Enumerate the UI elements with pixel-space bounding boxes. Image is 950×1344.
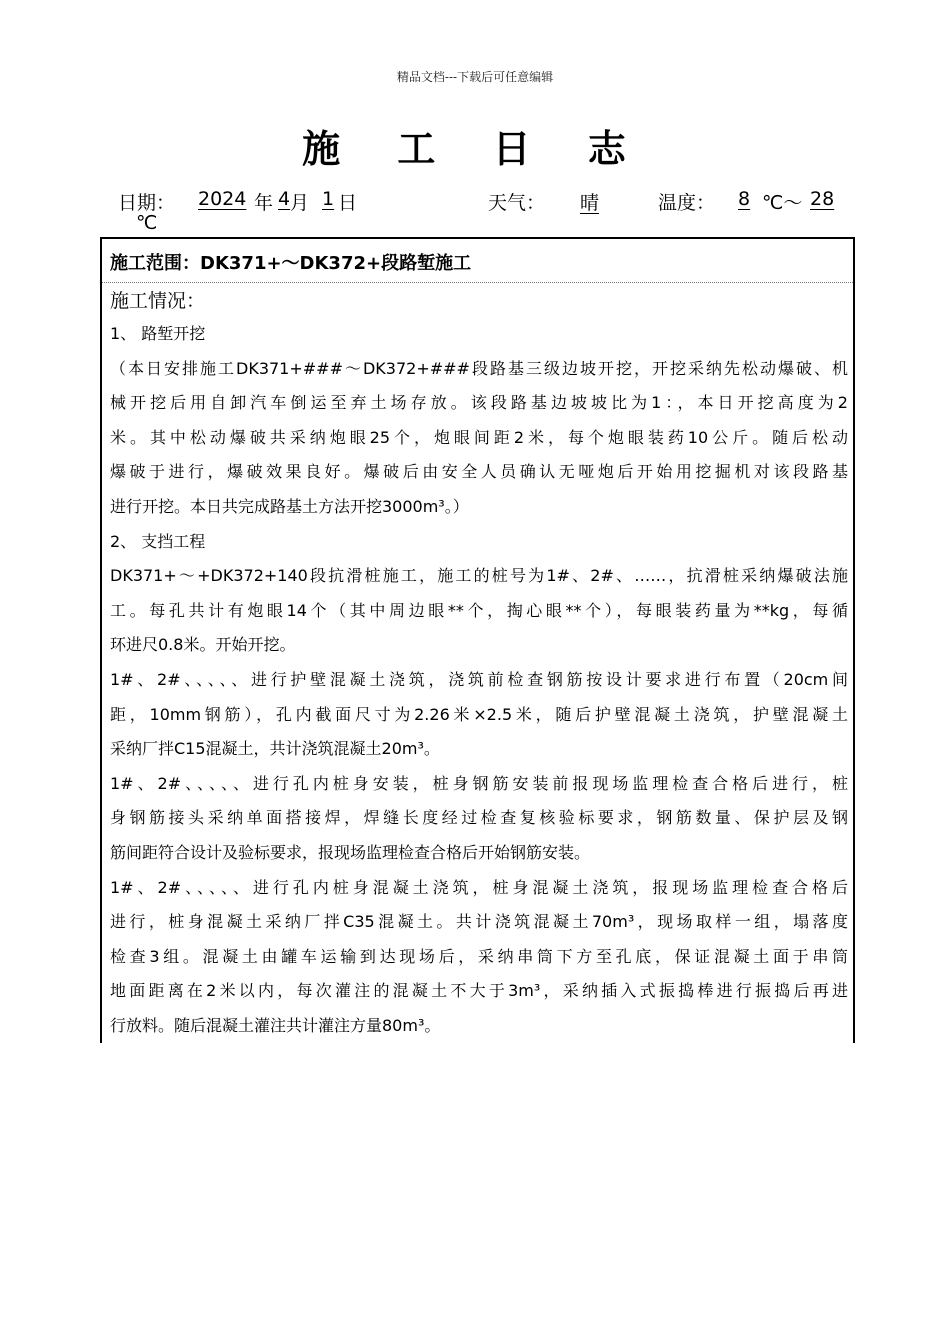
temp-label: 温度： xyxy=(658,192,716,214)
date-day-suffix: 日 xyxy=(338,192,358,214)
weather-label: 天气： xyxy=(488,192,546,214)
log-line: 爆破于进行，爆破效果良好。爆破后由安全人员确认无哑炮后开始用挖掘机对该段路基 xyxy=(110,462,848,482)
log-line: 米。其中松动爆破共采纳炮眼25个，炮眼间距2米，每个炮眼装药10公斤。随后松动 xyxy=(110,427,848,447)
log-meta xyxy=(118,188,848,238)
log-line: 进行，桩身混凝土采纳厂拌C35混凝土。共计浇筑混凝土70m³，现场取样一组，塌落度 xyxy=(110,912,848,932)
date-label: 日期： xyxy=(118,192,176,214)
date-day: 1 xyxy=(322,188,335,210)
log-line: 1#、2#、、、、、进行护壁混凝土浇筑，浇筑前检查钢筋按设计要求进行布置（20cm间 xyxy=(110,669,848,689)
log-line: 1#、2#、、、、、进行孔内桩身混凝土浇筑，桩身混凝土浇筑，报现场监理检查合格后 xyxy=(110,877,848,897)
log-line: 工。每孔共计有炮眼14个（其中周边眼**个，掏心眼**个），每眼装药量为**kg，每循 xyxy=(110,600,848,620)
row-divider xyxy=(102,282,853,283)
temp-separator: ℃～ xyxy=(762,192,803,214)
log-line: 检查3组。混凝土由罐车运输到达现场后，采纳串筒下方至孔底，保证混凝土面于串筒 xyxy=(110,946,848,966)
date-month: 4 xyxy=(278,188,291,210)
header-note: 精品文档---下载后可任意编辑 xyxy=(396,70,554,84)
log-line: 械开挖后用自卸汽车倒运至弃土场存放。该段路基边坡坡比为1：，本日开挖高度为2 xyxy=(110,393,848,413)
log-line: 身钢筋接头采纳单面搭接焊，焊缝长度经过检查复核验标要求，钢筋数量、保护层及钢 xyxy=(110,808,848,828)
temp-high: 28 xyxy=(810,188,835,210)
log-line: 筋间距符合设计及验标要求，报现场监理检查合格后开始钢筋安装。 xyxy=(110,842,591,862)
date-year: 2024 xyxy=(198,188,247,210)
log-table xyxy=(100,237,855,1043)
temp-unit: ℃ xyxy=(136,212,158,234)
construction-scope: 施工范围：DK371+～DK372+段路堑施工 xyxy=(110,253,472,274)
log-line: （本日安排施工DK371+###～DK372+###段路基三级边坡开挖，开挖采纳先松动爆破、机 xyxy=(110,358,848,378)
page-title: 施 工 日 志 xyxy=(302,126,648,171)
temp-low: 8 xyxy=(738,188,751,210)
log-line: 采纳厂拌C15混凝土，共计浇筑混凝土20m³。 xyxy=(110,739,440,759)
situation-body xyxy=(110,317,848,1043)
log-line: 2、 支挡工程 xyxy=(110,531,206,551)
log-line: 进行开挖。本日共完成路基土方法开挖3000m³。） xyxy=(110,496,469,516)
log-line: 1#、2#、、、、、进行孔内桩身安装，桩身钢筋安装前报现场监理检查合格后进行，桩 xyxy=(110,773,848,793)
log-line: 1、 路堑开挖 xyxy=(110,324,206,343)
log-line: 行放料。随后混凝土灌注共计灌注方量80m³。 xyxy=(110,1015,441,1035)
date-year-suffix: 年 xyxy=(254,192,274,214)
date-month-suffix: 月 xyxy=(290,192,310,214)
log-line: 距，10mm钢筋），孔内截面尺寸为2.26米×2.5米，随后护壁混凝土浇筑，护壁混凝土 xyxy=(110,704,848,724)
situation-label: 施工情况： xyxy=(110,290,206,312)
log-line: 环进尺0.8米。开始开挖。 xyxy=(110,635,296,655)
log-line: 地面距离在2米以内，每次灌注的混凝土不大于3m³，采纳插入式振捣棒进行振捣后再进 xyxy=(110,981,848,1001)
log-line: DK371+～+DK372+140段抗滑桩施工，施工的桩号为1#、2#、……，抗滑桩采纳爆破法施 xyxy=(110,566,848,586)
weather-value: 晴 xyxy=(580,192,600,214)
